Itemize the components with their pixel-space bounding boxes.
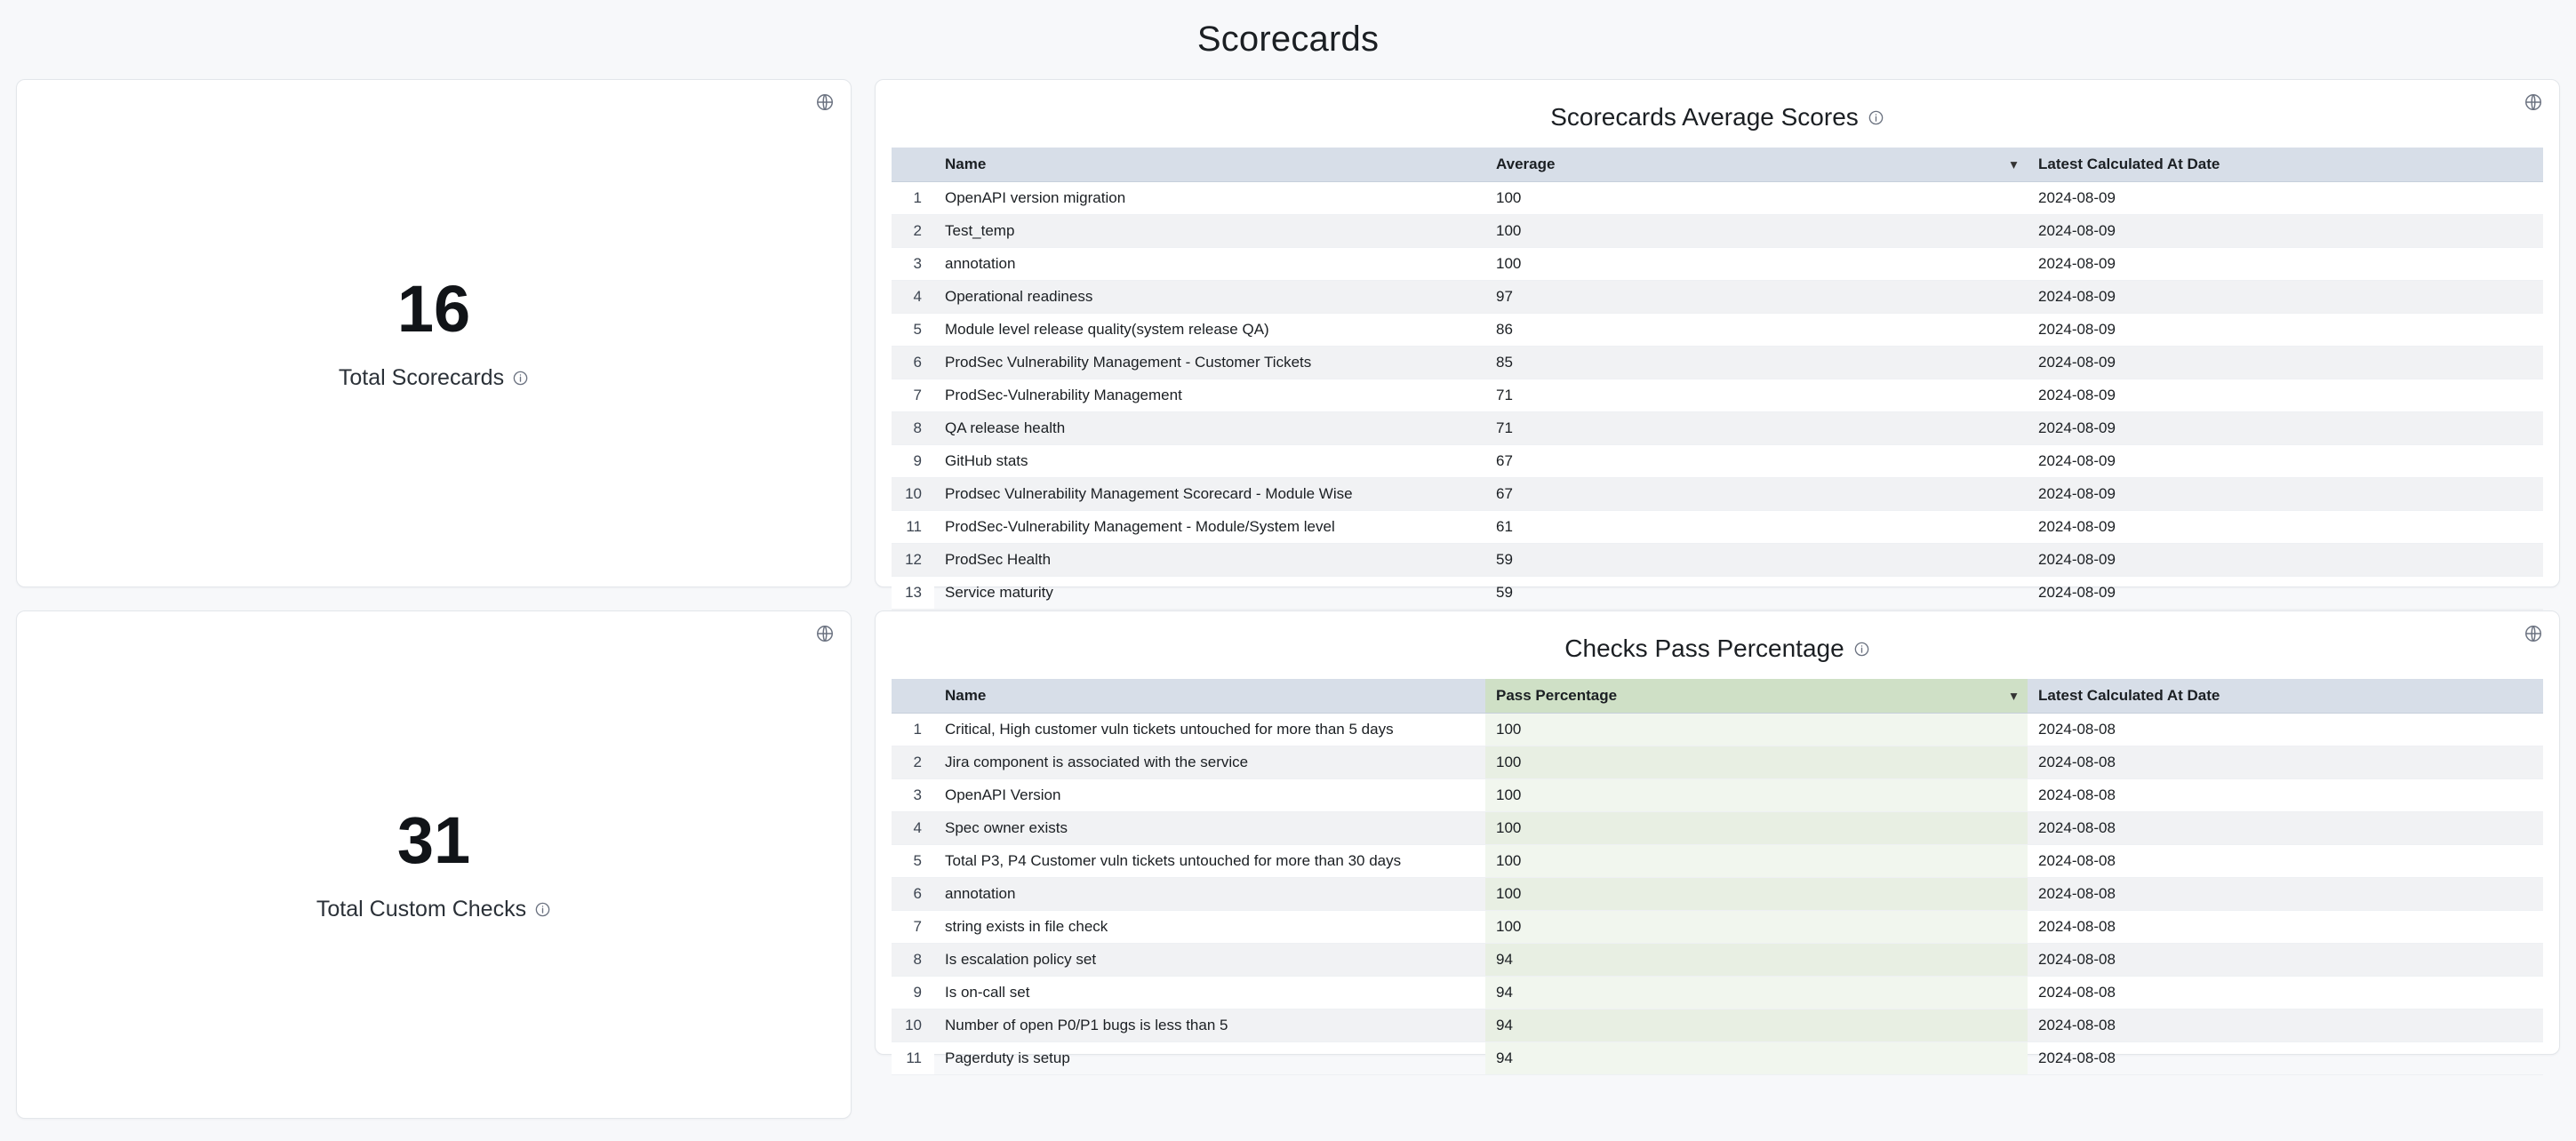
table-row[interactable] — [892, 544, 2543, 577]
cell-name: OpenAPI version migration — [934, 182, 1485, 215]
cell-date: 2024-08-08 — [2028, 812, 2543, 845]
cell-metric: 100 — [1485, 746, 2028, 779]
cell-name: annotation — [934, 248, 1485, 281]
cell-name: Operational readiness — [934, 281, 1485, 314]
table-row[interactable] — [892, 714, 2543, 746]
globe-icon[interactable] — [815, 624, 835, 643]
row-index: 2 — [892, 746, 934, 779]
row-index: 3 — [892, 779, 934, 812]
table-row[interactable] — [892, 314, 2543, 347]
cell-date: 2024-08-09 — [2028, 445, 2543, 478]
table-row[interactable] — [892, 977, 2543, 1009]
table-row[interactable] — [892, 878, 2543, 911]
checks-pass-percentage-body — [892, 714, 2543, 1075]
cell-metric: 100 — [1485, 182, 2028, 215]
table-row[interactable] — [892, 1042, 2543, 1075]
cell-date: 2024-08-08 — [2028, 977, 2543, 1009]
row-index: 8 — [892, 944, 934, 977]
cell-metric: 100 — [1485, 215, 2028, 248]
cell-date: 2024-08-09 — [2028, 511, 2543, 544]
cell-name: Critical, High customer vuln tickets untouched for more than 5 days — [934, 714, 1485, 746]
cell-name: OpenAPI Version — [934, 779, 1485, 812]
column-header-average[interactable] — [1485, 148, 2028, 182]
column-header-index — [892, 148, 934, 182]
cell-date: 2024-08-08 — [2028, 1042, 2543, 1075]
scorecards-average-scores-card — [875, 79, 2560, 601]
row-index: 5 — [892, 845, 934, 878]
cell-metric: 59 — [1485, 544, 2028, 577]
cell-date: 2024-08-09 — [2028, 182, 2543, 215]
row-index: 10 — [892, 478, 934, 511]
cell-metric: 67 — [1485, 445, 2028, 478]
chevron-down-icon: ▾ — [2010, 156, 2017, 172]
dashboard-layout — [0, 60, 2576, 1119]
scorecards-average-scores-title — [876, 80, 2559, 148]
column-header-latest-calculated-at-date[interactable]: Latest Calculated At Date — [2028, 148, 2543, 182]
cell-date: 2024-08-09 — [2028, 248, 2543, 281]
cell-metric: 71 — [1485, 412, 2028, 445]
table-title-text: Checks Pass Percentage — [1564, 634, 1844, 662]
cell-metric: 100 — [1485, 248, 2028, 281]
table-row[interactable] — [892, 845, 2543, 878]
total-custom-checks-label-row — [316, 897, 551, 922]
cell-metric: 86 — [1485, 314, 2028, 347]
table-row[interactable] — [892, 182, 2543, 215]
table-row[interactable] — [892, 911, 2543, 944]
table-row[interactable] — [892, 412, 2543, 445]
row-index: 4 — [892, 812, 934, 845]
cell-name: string exists in file check — [934, 911, 1485, 944]
cell-metric: 100 — [1485, 911, 2028, 944]
row-index: 9 — [892, 977, 934, 1009]
table-row[interactable] — [892, 347, 2543, 379]
table-row[interactable] — [892, 812, 2543, 845]
cell-name: Number of open P0/P1 bugs is less than 5 — [934, 1009, 1485, 1042]
column-header-pass-percentage[interactable] — [1485, 679, 2028, 714]
cell-name: Pagerduty is setup — [934, 1042, 1485, 1075]
cell-name: Test_temp — [934, 215, 1485, 248]
cell-metric: 100 — [1485, 779, 2028, 812]
total-custom-checks-card — [16, 610, 852, 1119]
total-scorecards-label: Total Scorecards — [338, 364, 505, 390]
scorecards-average-scores-table-wrap[interactable] — [892, 148, 2543, 642]
cell-metric: 94 — [1485, 1042, 2028, 1075]
row-index: 7 — [892, 911, 934, 944]
info-icon[interactable] — [1853, 641, 1870, 658]
scorecards-average-scores-table — [892, 148, 2543, 642]
column-header-index — [892, 679, 934, 714]
stats-column — [16, 79, 852, 1119]
globe-icon[interactable] — [815, 92, 835, 112]
cell-metric: 97 — [1485, 281, 2028, 314]
cell-name: annotation — [934, 878, 1485, 911]
table-row[interactable] — [892, 281, 2543, 314]
column-header-name[interactable]: Name — [934, 679, 1485, 714]
total-custom-checks-value: 31 — [396, 802, 471, 877]
cell-name: Prodsec Vulnerability Management Scorecard - Module Wise — [934, 478, 1485, 511]
column-header-latest-calculated-at-date[interactable]: Latest Calculated At Date — [2028, 679, 2543, 714]
globe-icon[interactable] — [2524, 92, 2543, 112]
cell-metric: 61 — [1485, 511, 2028, 544]
cell-date: 2024-08-09 — [2028, 577, 2543, 610]
row-index: 11 — [892, 1042, 934, 1075]
table-row[interactable] — [892, 215, 2543, 248]
table-row[interactable] — [892, 1009, 2543, 1042]
cell-name: Service maturity — [934, 577, 1485, 610]
table-row[interactable] — [892, 379, 2543, 412]
column-header-pass-percentage-label: Pass Percentage — [1496, 687, 1618, 704]
cell-date: 2024-08-09 — [2028, 347, 2543, 379]
cell-date: 2024-08-08 — [2028, 779, 2543, 812]
cell-metric: 85 — [1485, 347, 2028, 379]
cell-name: ProdSec Vulnerability Management - Customer Tickets — [934, 347, 1485, 379]
table-row[interactable] — [892, 445, 2543, 478]
table-row[interactable] — [892, 511, 2543, 544]
cell-date: 2024-08-09 — [2028, 478, 2543, 511]
row-index: 12 — [892, 544, 934, 577]
cell-name: Spec owner exists — [934, 812, 1485, 845]
table-header-row — [892, 679, 2543, 714]
cell-date: 2024-08-09 — [2028, 544, 2543, 577]
row-index: 11 — [892, 511, 934, 544]
cell-name: ProdSec-Vulnerability Management - Module/System level — [934, 511, 1485, 544]
scorecards-average-scores-body — [892, 182, 2543, 642]
cell-date: 2024-08-08 — [2028, 845, 2543, 878]
table-row[interactable] — [892, 746, 2543, 779]
row-index: 6 — [892, 878, 934, 911]
row-index: 10 — [892, 1009, 934, 1042]
cell-name: Module level release quality(system release QA) — [934, 314, 1485, 347]
row-index: 1 — [892, 714, 934, 746]
cell-metric: 100 — [1485, 812, 2028, 845]
cell-date: 2024-08-09 — [2028, 379, 2543, 412]
cell-date: 2024-08-08 — [2028, 1009, 2543, 1042]
total-custom-checks-label: Total Custom Checks — [316, 896, 527, 922]
cell-date: 2024-08-08 — [2028, 746, 2543, 779]
row-index: 5 — [892, 314, 934, 347]
cell-name: GitHub stats — [934, 445, 1485, 478]
row-index: 1 — [892, 182, 934, 215]
cell-metric: 94 — [1485, 1009, 2028, 1042]
table-row[interactable] — [892, 779, 2543, 812]
row-index: 3 — [892, 248, 934, 281]
cell-date: 2024-08-09 — [2028, 215, 2543, 248]
column-header-average-label: Average — [1496, 156, 1556, 172]
globe-icon[interactable] — [2524, 624, 2543, 643]
cell-metric: 71 — [1485, 379, 2028, 412]
row-index: 7 — [892, 379, 934, 412]
cell-metric: 100 — [1485, 845, 2028, 878]
table-header-row — [892, 148, 2543, 182]
cell-metric: 94 — [1485, 977, 2028, 1009]
cell-metric: 100 — [1485, 878, 2028, 911]
row-index: 6 — [892, 347, 934, 379]
cell-name: Jira component is associated with the service — [934, 746, 1485, 779]
row-index: 9 — [892, 445, 934, 478]
table-row[interactable] — [892, 944, 2543, 977]
total-scorecards-label-row — [339, 365, 529, 391]
cell-metric: 59 — [1485, 577, 2028, 610]
table-title-text: Scorecards Average Scores — [1550, 103, 1859, 131]
cell-metric: 94 — [1485, 944, 2028, 977]
cell-name: ProdSec-Vulnerability Management — [934, 379, 1485, 412]
cell-name: QA release health — [934, 412, 1485, 445]
cell-name: ProdSec Health — [934, 544, 1485, 577]
page-title: Scorecards — [1196, 20, 1380, 59]
cell-date: 2024-08-09 — [2028, 281, 2543, 314]
total-scorecards-value: 16 — [396, 271, 471, 346]
cell-name: Is escalation policy set — [934, 944, 1485, 977]
row-index: 13 — [892, 577, 934, 610]
cell-metric: 100 — [1485, 714, 2028, 746]
cell-date: 2024-08-08 — [2028, 878, 2543, 911]
table-row[interactable] — [892, 478, 2543, 511]
cell-metric: 67 — [1485, 478, 2028, 511]
table-row[interactable] — [892, 577, 2543, 610]
total-scorecards-card — [16, 79, 852, 587]
column-header-name[interactable]: Name — [934, 148, 1485, 182]
checks-pass-percentage-table — [892, 679, 2543, 1075]
row-index: 2 — [892, 215, 934, 248]
cell-date: 2024-08-09 — [2028, 412, 2543, 445]
cell-date: 2024-08-08 — [2028, 944, 2543, 977]
row-index: 4 — [892, 281, 934, 314]
cell-date: 2024-08-09 — [2028, 314, 2543, 347]
cell-date: 2024-08-08 — [2028, 911, 2543, 944]
info-icon[interactable] — [1868, 109, 1884, 126]
cell-name: Total P3, P4 Customer vuln tickets untouched for more than 30 days — [934, 845, 1485, 878]
cell-name: Is on-call set — [934, 977, 1485, 1009]
info-icon[interactable] — [512, 370, 529, 387]
table-row[interactable] — [892, 248, 2543, 281]
row-index: 8 — [892, 412, 934, 445]
checks-pass-percentage-card — [875, 610, 2560, 1066]
tables-column — [875, 79, 2560, 1066]
info-icon[interactable] — [534, 901, 551, 918]
checks-pass-percentage-title — [876, 611, 2559, 679]
cell-date: 2024-08-08 — [2028, 714, 2543, 746]
checks-pass-percentage-table-wrap[interactable] — [892, 679, 2543, 1075]
chevron-down-icon: ▾ — [2010, 688, 2017, 703]
